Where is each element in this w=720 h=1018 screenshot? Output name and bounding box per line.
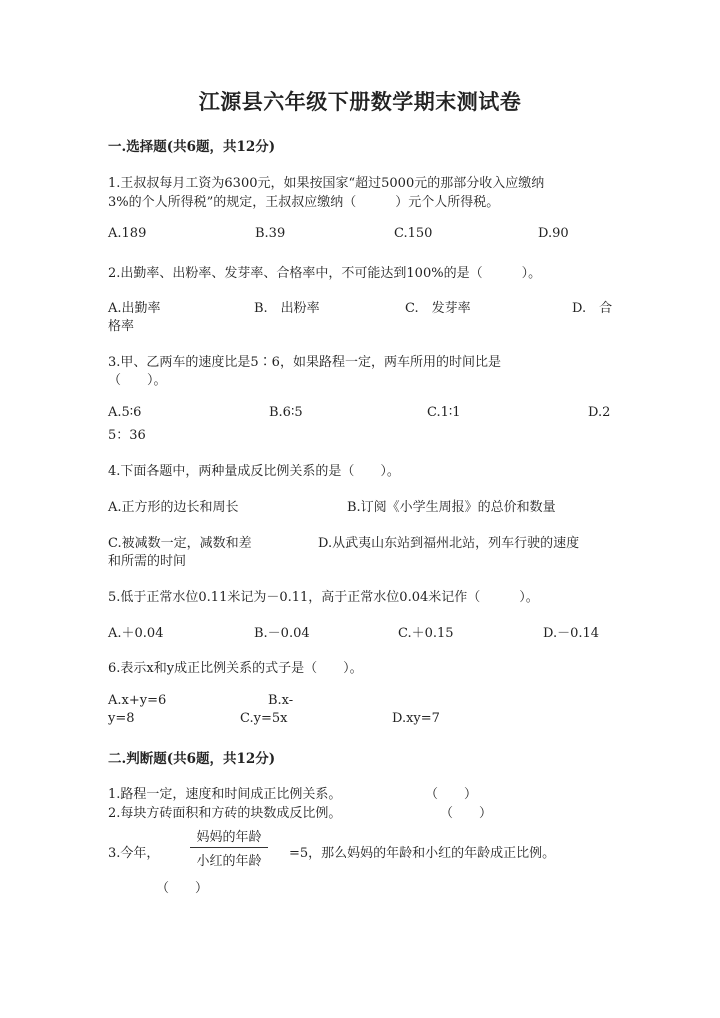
q5-option-c: C.＋0.15 <box>398 626 454 641</box>
q6-option-b: B.x- <box>268 693 294 708</box>
section-heading-choice: 一.选择题(共6题，共12分) <box>108 139 276 155</box>
q1-option-b: B.39 <box>255 226 286 241</box>
q5-option-a: A.＋0.04 <box>108 626 164 641</box>
judgement-1-answer-paren: （ ） <box>425 787 478 802</box>
q3-option-a: A.5∶6 <box>108 405 142 420</box>
q4-option-d-wrap: 和所需的时间 <box>108 554 187 569</box>
q1-option-a: A.189 <box>108 226 147 241</box>
question-1-line-1: 1.王叔叔每月工资为6300元，如果按国家“超过5000元的那部分收入应缴纳 <box>108 176 545 191</box>
q3-option-d-wrap: 5：36 <box>108 428 146 443</box>
q2-option-c: C. 发芽率 <box>405 301 471 316</box>
q5-option-d: D.－0.14 <box>543 626 600 641</box>
q2-option-d-wrap: 格率 <box>108 319 135 334</box>
q4-option-a: A.正方形的边长和周长 <box>108 500 239 515</box>
section-heading-judgement: 二.判断题(共6题，共12分) <box>108 751 276 767</box>
q1-option-d: D.90 <box>538 226 569 241</box>
question-1-line-2: 3%的个人所得税”的规定，王叔叔应缴纳（ ）元个人所得税。 <box>108 195 500 210</box>
judgement-3-suffix: =5，那么妈妈的年龄和小红的年龄成正比例。 <box>289 846 556 861</box>
judgement-3-prefix: 3.今年， <box>108 846 160 861</box>
q6-option-d: D.xy=7 <box>392 711 440 726</box>
q5-option-b: B.－0.04 <box>254 626 310 641</box>
q2-option-d: D. 合 <box>572 301 613 316</box>
judgement-2-text: 2.每块方砖面积和方砖的块数成反比例。 <box>108 806 342 821</box>
q2-option-b: B. 出粉率 <box>254 301 320 316</box>
q3-option-b: B.6∶5 <box>269 405 303 420</box>
q4-option-c: C.被减数一定，减数和差 <box>108 536 252 551</box>
q3-option-c: C.1∶1 <box>427 405 461 420</box>
question-6-line-1: 6.表示x和y成正比例关系的式子是（ ）。 <box>108 661 363 676</box>
q4-option-d: D.从武夷山东站到福州北站，列车行驶的速度 <box>318 536 580 551</box>
q2-option-a: A.出勤率 <box>108 301 161 316</box>
judgement-3-answer-paren: （ ） <box>156 881 209 896</box>
question-3-line-2: （ ）。 <box>108 373 167 388</box>
q6-option-a: A.x+y=6 <box>108 693 167 708</box>
q6-option-b-wrap: y=8 <box>108 711 135 726</box>
question-5-line-1: 5.低于正常水位0.11米记为－0.11，高于正常水位0.04米记作（ ）。 <box>108 590 539 605</box>
judgement-1-text: 1.路程一定，速度和时间成正比例关系。 <box>108 787 342 802</box>
q6-option-c: C.y=5x <box>240 711 288 726</box>
judgement-2-answer-paren: （ ） <box>440 806 493 821</box>
age-ratio-fraction <box>188 826 270 869</box>
question-2-line-1: 2.出勤率、出粉率、发芽率、合格率中，不可能达到100%的是（ ）。 <box>108 266 542 281</box>
page-title: 江源县六年级下册数学期末测试卷 <box>198 89 522 114</box>
q1-option-c: C.150 <box>394 226 433 241</box>
fraction-denominator: 小红的年龄 <box>196 854 262 869</box>
fraction-numerator: 妈妈的年龄 <box>196 830 262 845</box>
question-3-line-1: 3.甲、乙两车的速度比是5∶6，如果路程一定，两车所用的时间比是 <box>108 355 501 370</box>
q3-option-d: D.2 <box>588 405 611 420</box>
question-4-line-1: 4.下面各题中，两种量成反比例关系的是（ ）。 <box>108 464 400 479</box>
q4-option-b: B.订阅《小学生周报》的总价和数量 <box>347 500 556 515</box>
